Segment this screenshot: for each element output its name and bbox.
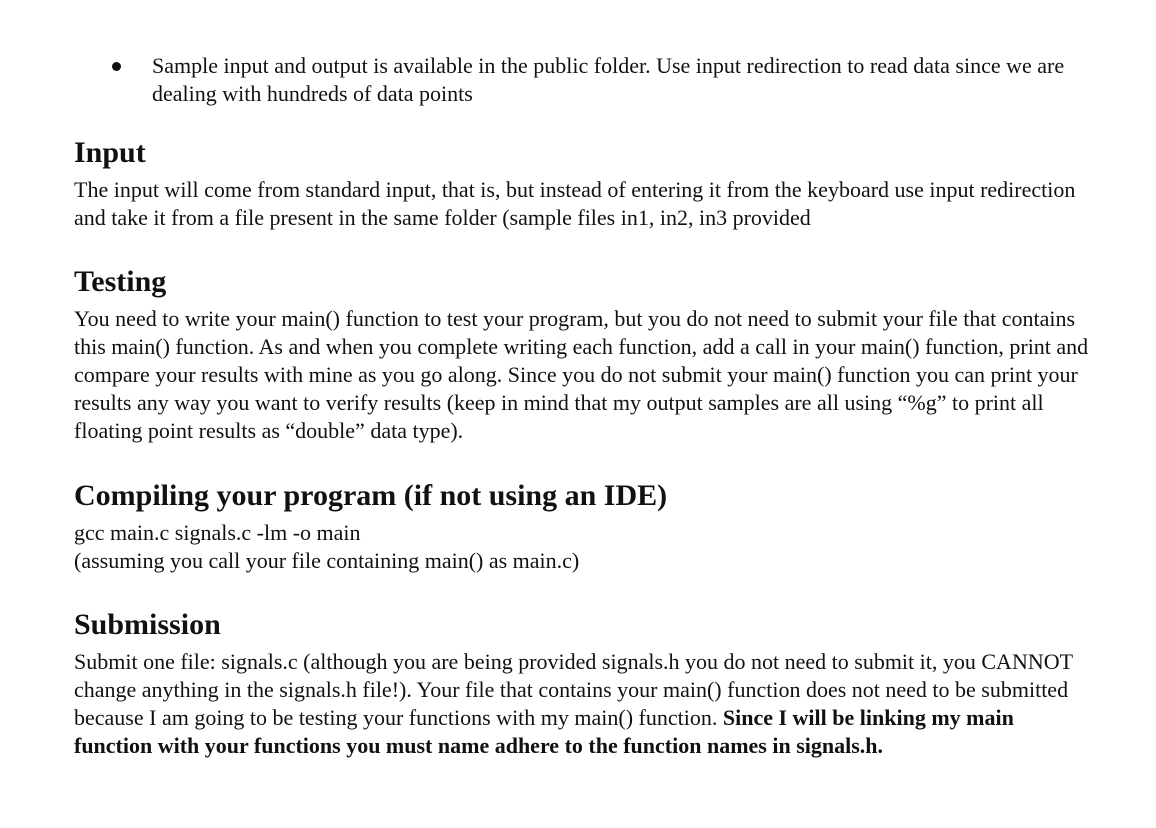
input-section: [74, 136, 1094, 232]
bullet-text: Sample input and output is available in the public folder. Use input redirection to read data since we are dealing with hundreds of data points: [152, 53, 1065, 106]
submission-heading: Submission: [74, 608, 221, 641]
bullet-item: [112, 52, 1112, 108]
submission-paragraph: [74, 648, 1094, 760]
testing-section: [74, 265, 1094, 445]
testing-paragraph: You need to write your main() function to test your program, but you do not need to submit your file that contains this main() function. As and when you complete writing each function, add a call in your main() function, print and compare your results with mine as you go along. Since you do not submit your main() function you can print your results any way you want to verify results (keep in mind that my output samples are all using “%g” to print all floating point results as “double” data type).: [74, 306, 1089, 443]
compile-command: gcc main.c signals.c -lm -o main: [74, 520, 361, 545]
bullet-dot-icon: [112, 62, 121, 71]
compiling-heading: Compiling your program (if not using an IDE): [74, 479, 668, 512]
compile-note: (assuming you call your file containing main() as main.c): [74, 548, 580, 573]
submission-section: [74, 608, 1094, 760]
testing-heading: Testing: [74, 265, 167, 298]
submission-text: Submit one file: signals.c (although you are being provided signals.h you do not need to submit it, you CANNOT change anything in the signals.h file!). Your file that contains your main() function does not need to be submitted because I am going to be testing your functions with my main() function.: [74, 649, 1073, 730]
compiling-section: [74, 479, 1094, 575]
submission-bold-text: Since I will be linking my main function with your functions you must name adhere to the function names in signals.h.: [74, 705, 1014, 758]
input-heading: Input: [74, 136, 146, 169]
input-paragraph: The input will come from standard input, that is, but instead of entering it from the keyboard use input redirection and take it from a file present in the same folder (sample files in1, in2, in3 provided: [74, 177, 1076, 230]
